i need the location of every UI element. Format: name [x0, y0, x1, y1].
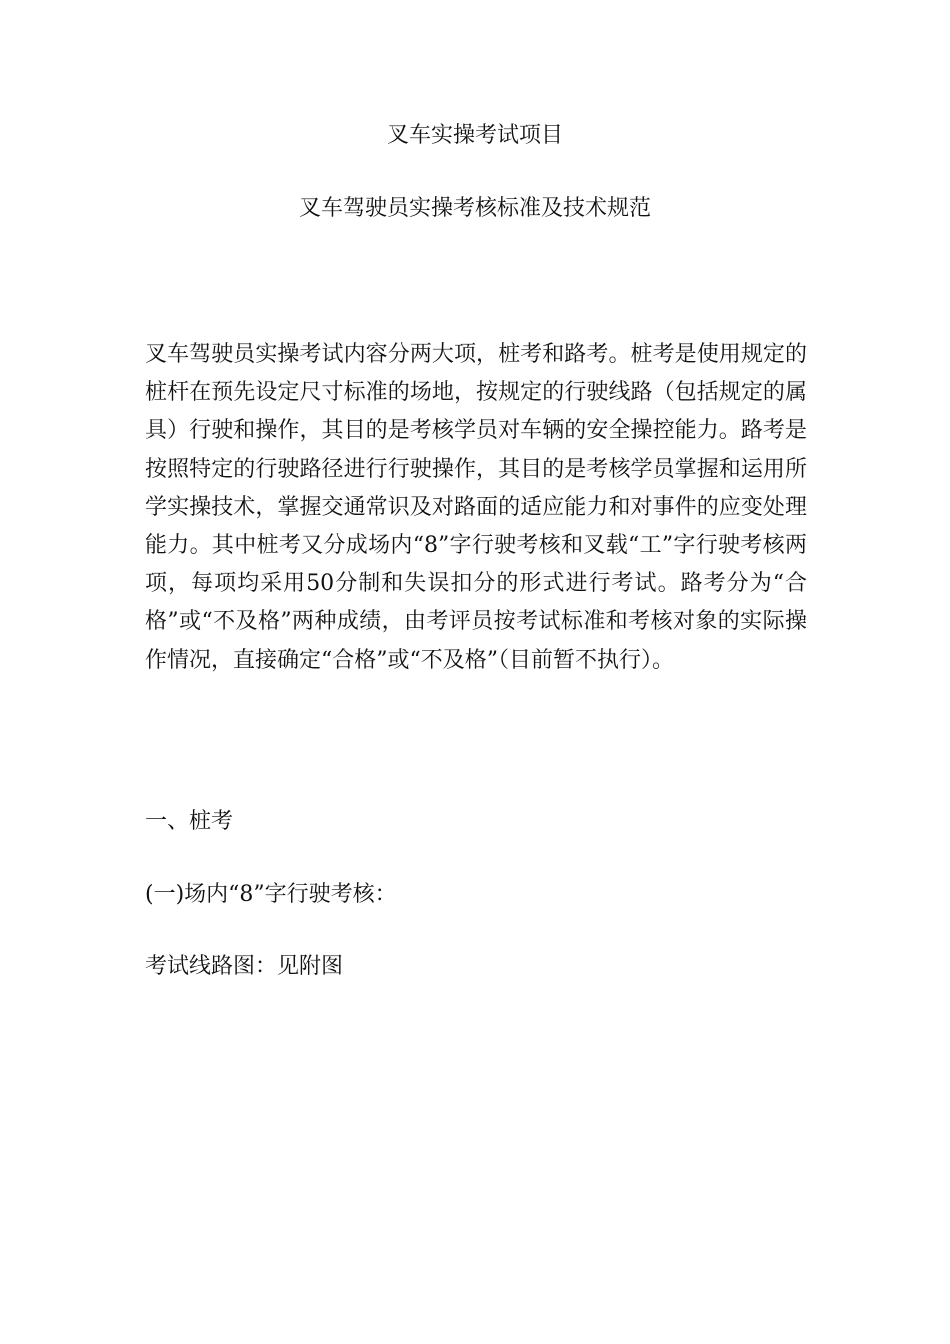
route-note: 考试线路图：见附图	[145, 954, 344, 979]
intro-paragraph: 叉车驾驶员实操考试内容分两大项，桩考和路考。桩考是使用规定的桩杆在预先设定尺寸标准的场地，按规定的行驶线路（包括规定的属具）行驶和操作，其目的是考核学员对车辆的安全操控能力。路考是按照特定的行驶路径进行行驶操作，其目的是考核学员掌握和运用所学实操技术，掌握交通常识及对路面的适应能力和对事件的应变处理能力。其中桩考又分成场内“8”字行驶考核和叉载“工”字行驶考核两项，每项均采用50分制和失误扣分的形式进行考试。路考分为“合格”或“不及格”两种成绩，由考评员按考试标准和考核对象的实际操作情况，直接确定“合格”或“不及格”（目前暂不执行）。	[145, 342, 807, 673]
section-heading: 一、桩考	[145, 809, 234, 834]
subsection-heading: (一)场内“8”字行驶考核：	[145, 882, 397, 907]
document-subtitle: 叉车驾驶员实操考核标准及技术规范	[298, 196, 651, 221]
document-title: 叉车实操考试项目	[386, 123, 563, 148]
